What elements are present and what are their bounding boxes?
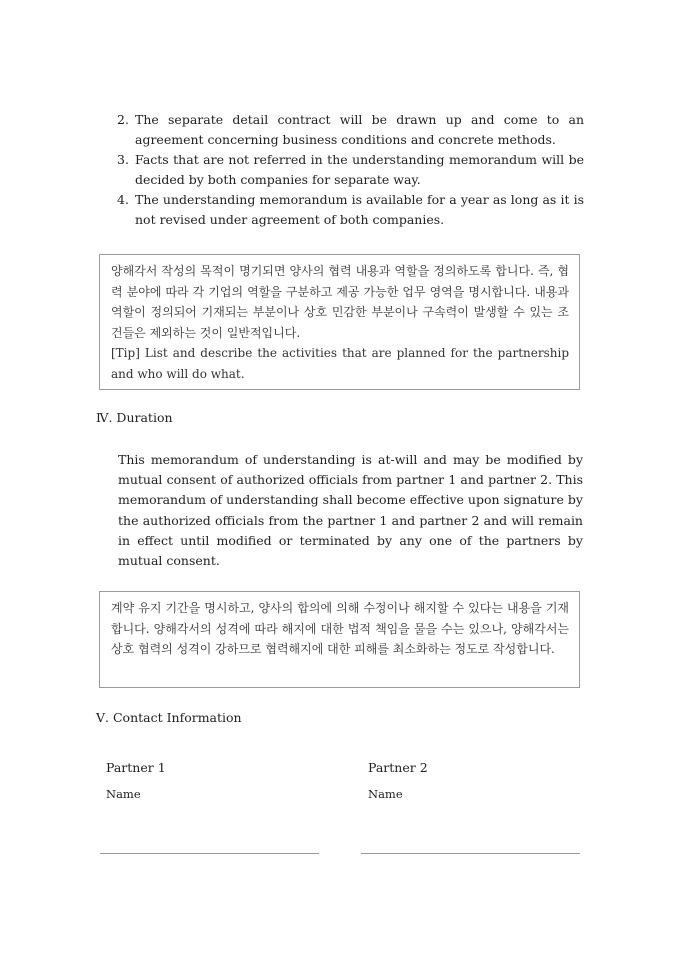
duration-paragraph: This memorandum of understanding is at-will and may be modified by mutual consent of authorized officials from partner 1 and partner 2. This memorandum of understanding shall become effective upon signature by the authorized officials from the partner 1 and partner 2 and will remain in effect until modified or terminated by any one of the partners by mutual consent.: [118, 452, 583, 569]
list-item-text: The separate detail contract will be drawn up and come to an agreement concerning business conditions and concrete methods.: [135, 112, 584, 147]
list-item: [100, 150, 584, 190]
section-heading-duration: Ⅳ. Duration: [96, 410, 173, 425]
list-item-number: 4.: [117, 192, 129, 207]
partner-1-name-label: Name: [106, 787, 141, 801]
guide-box-duration: [99, 591, 580, 688]
guide-box-korean-text: 계약 유지 기간을 명시하고, 양사의 합의에 의해 수정이나 해지할 수 있다는 내용을 기재합니다. 양해각서의 성격에 따라 해지에 대한 법적 책임을 물을 수는 있으나, 양해각서는 상호 협력의 성격이 강하므로 협력해지에 대한 피해를 최소화하는 정도로 작성합니다.: [111, 601, 569, 656]
list-item-number: 2.: [117, 112, 129, 127]
list-item: [100, 110, 584, 150]
terms-list: [100, 110, 584, 230]
list-item: [100, 190, 584, 230]
partner-1-signature-line: [100, 853, 319, 854]
section-heading-contact: Ⅴ. Contact Information: [96, 710, 242, 725]
guide-box-roles: [99, 254, 580, 390]
partner-1-label: Partner 1: [106, 760, 166, 775]
list-item-text: Facts that are not referred in the understanding memorandum will be decided by both companies for separate way.: [135, 152, 584, 187]
list-item-text: The understanding memorandum is available for a year as long as it is not revised under agreement of both companies.: [135, 192, 584, 227]
guide-box-korean-text: 양해각서 작성의 목적이 명기되면 양사의 협력 내용과 역할을 정의하도록 합니다. 즉, 협력 분야에 따라 각 기업의 역할을 구분하고 제공 가능한 업무 영역을 명시합니다. 내용과 역할이 정의되어 기재되는 부분이나 상호 민감한 부분이나 구속력이 발생할 수 있는 조건들은 제외하는 것이 일반적입니다.: [111, 264, 569, 340]
partner-2-signature-line: [361, 853, 580, 854]
list-item-number: 3.: [117, 152, 129, 167]
partner-2-label: Partner 2: [368, 760, 428, 775]
guide-box-tip: [Tip] List and describe the activities that are planned for the partnership and who will do what.: [111, 346, 569, 381]
partner-2-name-label: Name: [368, 787, 403, 801]
